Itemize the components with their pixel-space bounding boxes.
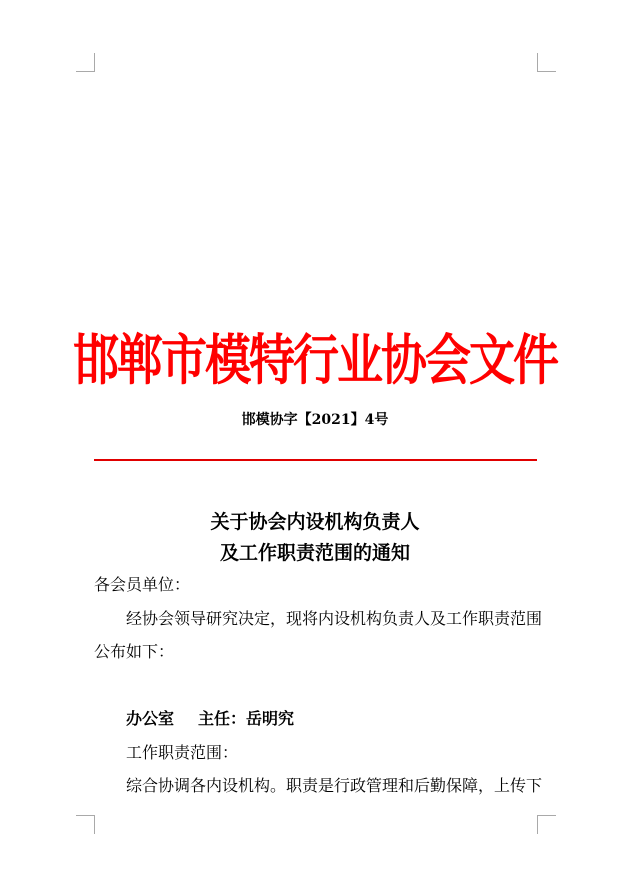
- paragraph-1-line-2: 公布如下：: [94, 642, 175, 661]
- subject-title-line-1: 关于协会内设机构负责人: [210, 511, 420, 533]
- red-separator-line: [94, 459, 537, 461]
- document-header-title: 邯郸市模特行业协会文件: [73, 328, 557, 392]
- crop-mark-top-right: [537, 53, 556, 72]
- paragraph-1-line-1: 经协会领导研究决定，现将内设机构负责人及工作职责范围: [126, 609, 543, 628]
- office-heading: [126, 707, 294, 731]
- salutation: 各会员单位：: [94, 575, 191, 594]
- scope-label: 工作职责范围：: [126, 743, 239, 762]
- director-label: 主任：: [198, 709, 247, 728]
- document-number: 邯模协字【2021】4号: [241, 412, 389, 428]
- director-name: 岳明究: [246, 709, 295, 728]
- paragraph-2-line-1: 综合协调各内设机构。职责是行政管理和后勤保障，上传下: [126, 776, 543, 795]
- crop-mark-bottom-right: [537, 815, 556, 834]
- subject-title-line-2: 及工作职责范围的通知: [219, 542, 410, 564]
- crop-mark-top-left: [76, 53, 95, 72]
- crop-mark-bottom-left: [76, 815, 95, 834]
- office-name: 办公室: [126, 709, 175, 728]
